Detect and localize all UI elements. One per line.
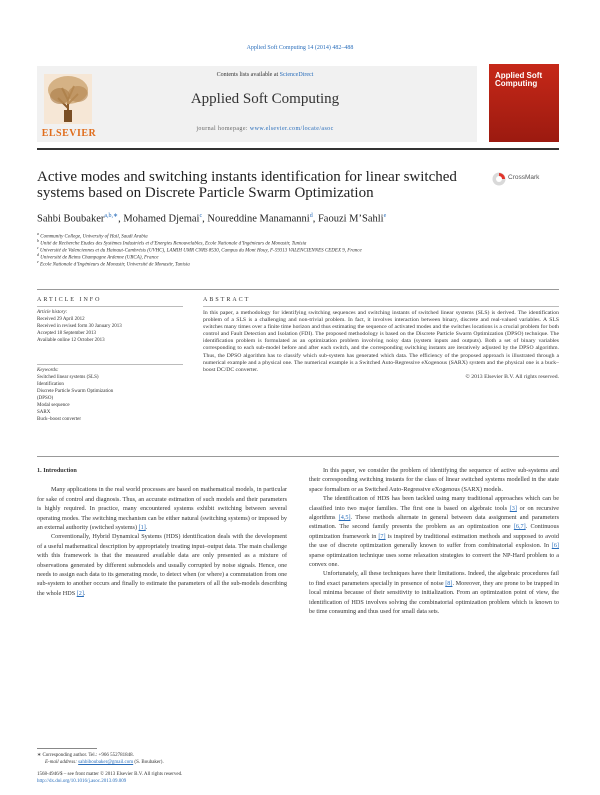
contents-prefix: Contents lists available at [216,72,280,78]
body-column-left [37,466,287,598]
affiliation-text: Community College, University of Hail, Saudi Arabia [40,234,148,240]
introduction-heading: 1. Introduction [37,467,77,474]
history-item: Available online 12 October 2013 [37,338,105,343]
crossmark-icon [492,172,506,186]
abstract-heading: ABSTRACT [203,297,251,303]
body-paragraph [309,494,559,569]
author-name[interactable]: Mohamed Djemai [123,213,200,225]
paragraph-group [309,466,559,617]
sciencedirect-link[interactable]: ScienceDirect [279,72,314,78]
doi-link[interactable]: http://dx.doi.org/10.1016/j.asoc.2013.09.009 [37,779,127,784]
paragraph-text: Conventionally, Hybrid Dynamical Systems (HDS) identification deals with the development of a useful mathematical description by appropriately treating input–output data. The main challenge with this framework is that the measured available data are only presented as a mixture of observations generated by different submodels and usually corrupted by noise signals. Hence, one needs to assign each data to its generating mode, to detect when (or where) a commutation from one sub-system to another occurs and finally to estimate the parameters of all the sub-models describing the whole HDS [37,533,287,597]
history-item: Received 29 April 2012 [37,317,85,322]
email-link[interactable]: sahbiboubaker@gmail.com [78,760,134,765]
citation-link[interactable]: [7] [378,532,386,540]
history-label: Article history: [37,310,68,315]
citation-link[interactable]: [4,5] [338,514,351,522]
copyright-notice: © 2013 Elsevier B.V. All rights reserved. [465,373,559,380]
header-rule [37,148,559,150]
author-separator: , [202,213,208,225]
journal-reference[interactable]: Applied Soft Computing 14 (2014) 482–488 [246,45,354,51]
citation-link[interactable]: [1] [138,524,146,532]
article-info-heading: ARTICLE INFO [37,297,102,303]
body-paragraph [37,532,287,598]
paragraph-text: . [145,524,148,532]
citation-link[interactable]: [2] [76,589,84,597]
body-column-right [309,466,559,617]
issn-block [37,771,182,785]
section-rule [37,289,559,290]
keyword: SARX [37,410,51,415]
homepage-link[interactable]: www.elsevier.com/locate/asoc [249,126,334,132]
publisher-name: ELSEVIER [41,128,97,139]
author-affiliation-marker[interactable]: d [309,213,313,219]
history-item: Accepted 18 September 2013 [37,331,97,336]
crossmark-label: CrossMark [508,174,540,181]
author-affiliation-marker[interactable]: c [199,213,203,219]
citation-link[interactable]: [6] [551,542,559,550]
paragraph-text: In this paper, we consider the problem of identifying the sequence of active sub-systems and their corresponding switching instants for the class of linear switched systems modelled in the state space formalism or as Switched Auto-Regressive eXogenous (SARX) models. [309,467,559,493]
keyword: Buck–boost converter [37,417,82,422]
paragraph-text: is inspired by traditional estimation methods and supposed to avoid the use of discrete optimization generally known to suffer from combinatorial explosion. In [309,532,559,550]
author-list [37,212,386,225]
paragraph-text: Many applications in the real world processes are based on mathematical models, in particular for sake of control and diagnosis. Thus, an accurate estimation of such models and their parameters is highly required. In practice, many encountered systems exhibit switching between several operating modes. The switching mechanism can be either natural (switching systems) or imposed by an external authority (switched systems) [37,486,287,532]
abstract-body [203,310,559,381]
journal-name: Applied Soft Computing [190,91,340,107]
keyword: Discrete Particle Swarm Optimization [37,389,114,394]
journal-cover-image [489,64,559,142]
author-affiliation-marker[interactable]: a,b,∗ [104,213,119,219]
footnote-email-line [37,759,164,766]
email-suffix: (S. Boubaker). [133,760,164,765]
citation-link[interactable]: [3] [509,504,517,512]
footnote-line: ∗ Corresponding author. Tel.: +966 552781848. [37,753,134,758]
citation-link[interactable]: [6,7] [513,523,526,531]
contents-available-line [100,72,430,78]
email-label: E-mail address: [45,760,79,765]
paragraph-text: . Moreover, they are prone to be trapped in local minima because of their sensitivity to initialization. From an optimization point of view, the identification of HDS involves solving the combinatorial optimization problem which is known to be time consuming and thus used for small data sets. [309,579,559,616]
author-separator: , [312,213,318,225]
abstract-text: In this paper, a methodology for identifying switching sequences and switching instants of switched linear systems (SLS) is derived. The identification problem of a SLS is a challenging and non-trivial problem. In fact, it involves interaction between binary, discrete and real-valued variables. A SLS switches many times over a finite time horizon and thus estimating the sequence of activated modes and the switches locations is a crucial problem for both control and Fault Detection and Isolation (FDI). The proposed methodology is based on the Discrete Particle Swarm Optimization (DPSO) technique. The identification problem is formulated as an optimization problem involving noisy data (system inputs and outputs). Both a set of binary variables corresponding to each sub-model before and after each switch, and the corresponding switching instants are iteratively adjusted by the DPSO algorithm. Thus, the DPSO algorithm has to classify which sub-system has generated which data. The efficiency of the proposed approach is illustrated through a numerical example and a physical one. The numerical example is a Switched Auto-Regressive eXogenous (SARX) system and the physical one is a buck–boost DC/DC converter. [203,310,559,373]
affiliation-marker: a [37,231,39,236]
corresponding-author-footnote [37,752,164,766]
author-name[interactable]: Sahbi Boubaker [37,213,105,225]
body-paragraph [309,466,559,494]
author-name[interactable]: Noureddine Manamanni [207,213,310,225]
paragraph-group [37,485,287,598]
article-info-rule [37,306,183,307]
keyword: Switched linear systems (SLS) [37,375,99,380]
paragraph-text: . [83,589,86,597]
affiliation-marker: b [37,238,39,243]
keyword: Modal sequence [37,403,70,408]
footnote-rule [37,748,97,749]
paragraph-text: The identification of HDS has been tackled using many traditional approaches which can be classified into two major families. The first one is based on algebraic tools [309,495,559,512]
paragraph-text: or on recursive algorithms [309,504,559,522]
section-rule [37,456,559,457]
history-item: Received in revised form 30 January 2013 [37,324,122,329]
cover-title: Applied Soft Computing [495,71,543,88]
affiliation-marker: d [37,252,39,257]
journal-homepage-line [100,126,430,132]
author-name[interactable]: Faouzi M’Sahli [317,213,384,225]
author-separator: , [118,213,124,225]
affiliation-text: Université de Reims Champagne Ardenne (URCA), France [40,255,159,261]
abstract-rule [203,306,559,307]
keywords-label: Keywords: [37,368,59,373]
paragraph-text: Unfortunately, all these techniques have their limitations. Indeed, the algebraic procedures fail to find exact parameters specially in presence of noise [309,570,559,587]
affiliation-text: Université de Valenciennes et du Hainaut-Cambrésis (UVHC), LAMIH UMR CNRS 8530, Campus du Mont Houy, F-59313 VALENCIENNES CEDEX 9, France [40,248,362,254]
paragraph-text: . These methods alternate in general between data assignment and parameters estimation. The second family presents the problem as an optimization one [309,514,560,531]
author-affiliation-marker[interactable]: e [383,213,387,219]
affiliation-marker: c [37,245,39,250]
body-paragraph [309,569,559,616]
elsevier-tree-logo [38,70,98,134]
body-paragraph [37,485,287,532]
paragraph-text: sparse optimization technique uses some relaxation strategies to convert the NP-Hard problem to a convex one. [309,551,559,569]
issn-line: 1568-4946/$ – see front matter © 2013 Elsevier B.V. All rights reserved. [37,772,183,777]
article-info-rule [37,364,183,365]
article-title: Active modes and switching instants identification for linear switched systems based on Discrete Particle Swarm Optimization [37,169,457,201]
affiliation-text: Ecole Nationale d’Ingénieurs de Monastir, Université de Monastir, Tunisia [40,262,190,268]
keyword: (DPSO) [37,396,54,401]
homepage-prefix: journal homepage: [196,126,250,132]
keyword: Identification [37,382,64,387]
citation-link[interactable]: [8] [445,579,453,587]
crossmark-badge[interactable] [492,172,556,186]
affiliation-text: Unité de Recherche Etudes des Systèmes Industriels et d’Energies Renouvelables, Ecole Nationale d’Ingénieurs de Monastir, Tunisia [40,241,307,247]
affiliation [37,259,567,268]
affiliation-marker: e [37,259,39,264]
paragraph-text: . Continuous optimization framework in [309,523,559,540]
